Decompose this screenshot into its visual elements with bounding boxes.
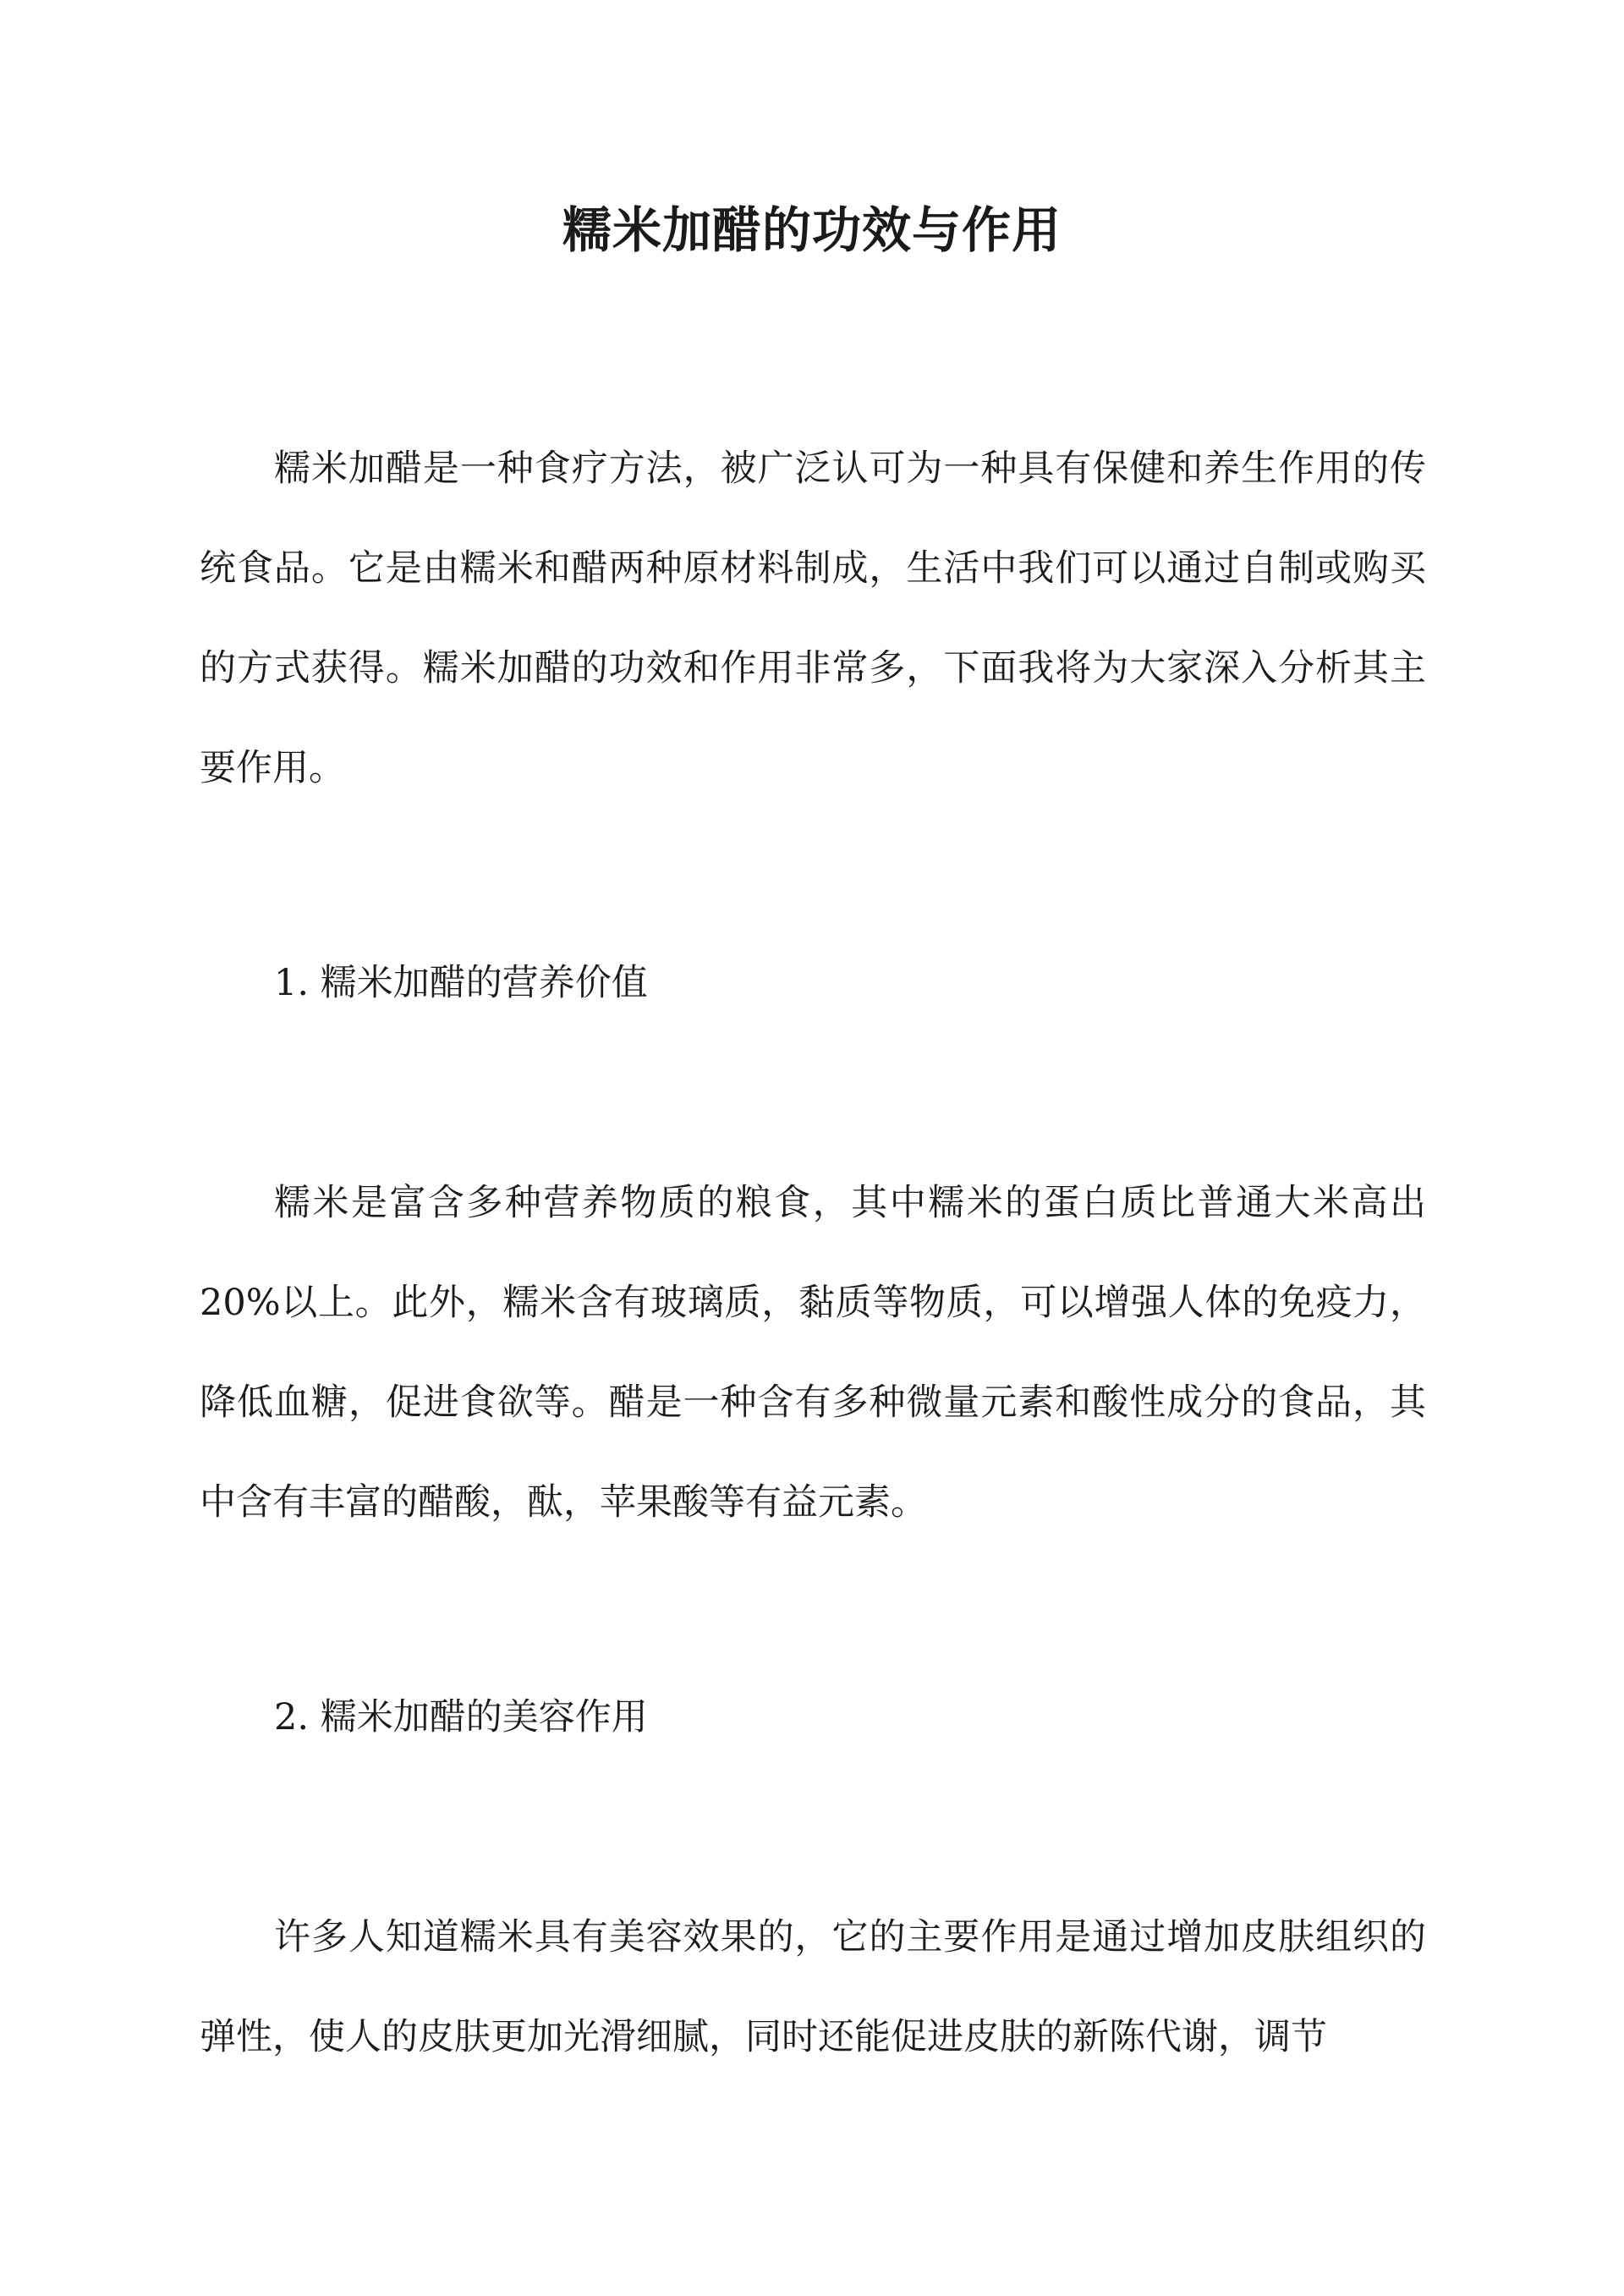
section-body-beauty: 许多人知道糯米具有美容效果的，它的主要作用是通过增加皮肤组织的弹性，使人的皮肤更加光滑细腻，同时还能促进皮肤的新陈代谢，调节 bbox=[200, 1916, 1426, 2058]
section-heading-beauty: 2. 糯米加醋的美容作用 bbox=[274, 1696, 648, 1738]
intro-paragraph: 糯米加醋是一种食疗方法，被广泛认可为一种具有保健和养生作用的传统食品。它是由糯米和醋两种原材料制成，生活中我们可以通过自制或购买的方式获得。糯米加醋的功效和作用非常多，下面我将为大家深入分析其主要作用。 bbox=[200, 448, 1426, 789]
document-title: 糯米加醋的功效与作用 bbox=[562, 201, 1062, 259]
section-body-nutrition: 糯米是富含多种营养物质的粮食，其中糯米的蛋白质比普通大米高出20%以上。此外，糯米含有玻璃质，黏质等物质，可以增强人体的免疫力，降低血糖，促进食欲等。醋是一种含有多种微量元素和酸性成分的食品，其中含有丰富的醋酸，酞，苹果酸等有益元素。 bbox=[200, 1182, 1426, 1524]
section-heading-nutrition: 1. 糯米加醋的营养价值 bbox=[274, 962, 648, 1004]
